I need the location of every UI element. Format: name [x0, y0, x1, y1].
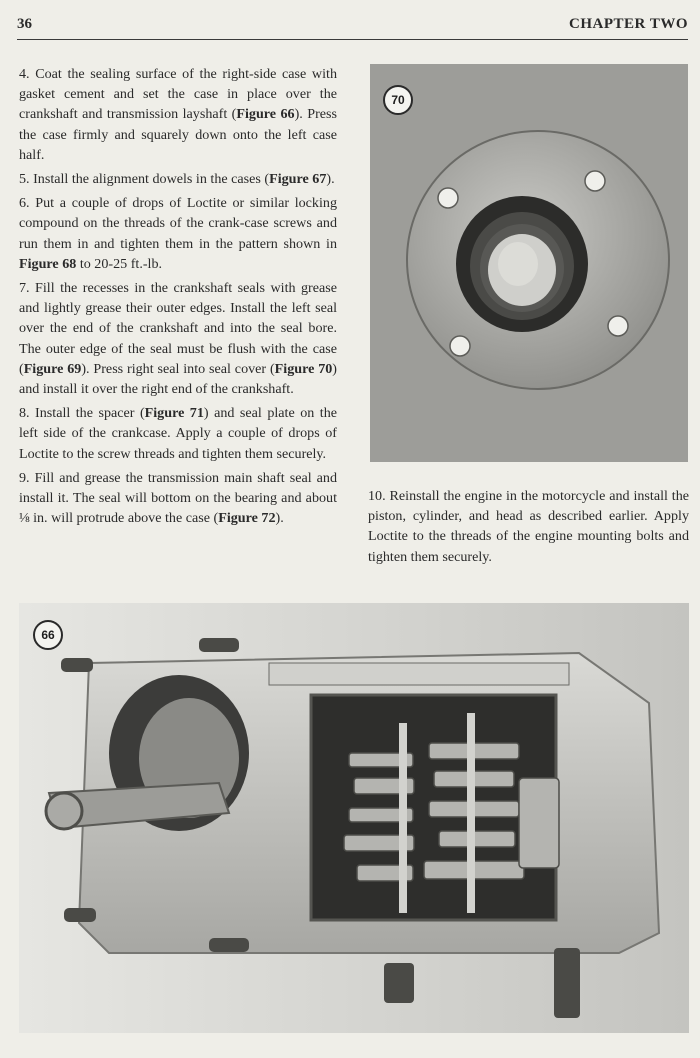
figure-reference: Figure 69	[23, 360, 82, 377]
step-4: 4. Coat the sealing surface of the right-side case with gasket cement and set the case in place over the crankshaft and transmission layshaft (Figure 66). Press the case firmly and squarely down onto the left case half.	[19, 66, 337, 163]
seal-cover-image	[370, 64, 688, 462]
step-9: 9. Fill and grease the transmission main shaft seal and install it. The seal will bottom on the bearing and about ⅛ in. will protrude above the case (Figure 72).	[19, 469, 337, 527]
figure-reference: Figure 72	[218, 510, 276, 527]
step-6: 6. Put a couple of drops of Loctite or similar locking compound on the threads of the crank-case screws and run them in and tighten them in the pattern shown in Figure 68 to 20-25 ft.-lb.	[19, 195, 337, 272]
right-column	[368, 486, 689, 571]
step-5: 5. Install the alignment dowels in the cases (Figure 67).	[19, 171, 335, 188]
figure-reference: Figure 67	[269, 171, 327, 188]
page-number: 36	[17, 16, 32, 32]
chapter-title: CHAPTER TWO	[569, 16, 688, 32]
step-7: 7. Fill the recesses in the crankshaft seals with grease and lightly grease their outer edges. Install the left seal over the end of the crankshaft and into the seal bore. The outer edge of the seal must be flush with the case (Figure 69). Press right seal into seal cover (Figure 70) and install it over the right end of the crankshaft.	[19, 280, 337, 398]
figure-number-badge: 66	[33, 620, 63, 650]
step-8: 8. Install the spacer (Figure 71) and seal plate on the left side of the crankcase. Apply a couple of drops of Loctite to the screw threads and tighten them securely.	[19, 405, 337, 462]
figure-number-badge: 70	[383, 85, 413, 115]
figure-reference: Figure 70	[274, 360, 333, 377]
figure-reference: Figure 71	[144, 405, 204, 422]
left-column	[19, 64, 337, 532]
figure-66-photo	[19, 603, 689, 1033]
figure-70-photo	[370, 64, 688, 462]
figure-reference: Figure 66	[236, 106, 295, 123]
figure-reference: Figure 68	[19, 255, 77, 272]
step-10: 10. Reinstall the engine in the motorcycle and install the piston, cylinder, and head as described earlier. Apply Loctite to the threads of the engine mounting bolts and tighten them securely.	[368, 488, 689, 565]
header-rule	[17, 39, 688, 40]
crankcase-transmission-image	[19, 603, 689, 1033]
